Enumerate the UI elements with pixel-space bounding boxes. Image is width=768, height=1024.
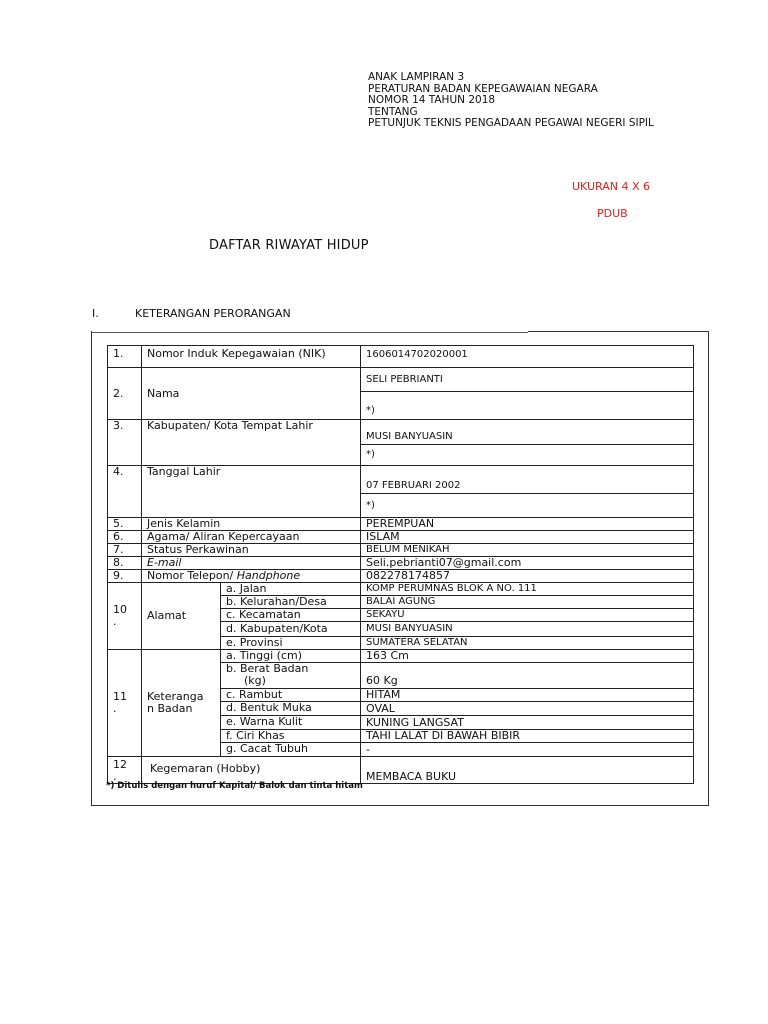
sub-label: b. Kelurahan/Desa — [221, 596, 361, 609]
sub-label: f. Ciri Khas — [221, 730, 361, 743]
row-number — [108, 650, 142, 757]
table-row — [108, 368, 694, 392]
row-number-dot: . — [113, 770, 117, 783]
row-number: 2. — [108, 368, 142, 420]
sub-label: g. Cacat Tubuh — [221, 743, 361, 757]
sub-value: TAHI LALAT DI BAWAH BIBIR — [361, 730, 694, 743]
row-label: Status Perkawinan — [142, 544, 361, 557]
table-row — [108, 650, 694, 663]
sub-value: BALAI AGUNG — [361, 596, 694, 609]
sub-label — [221, 663, 361, 689]
row-value: BELUM MENIKAH — [361, 544, 694, 557]
footnote: *) Ditulis dengan huruf Kapital/ Balok dan tinta hitam — [106, 781, 363, 791]
row-value: MEMBACA BUKU — [361, 757, 694, 784]
row-number: 3. — [108, 420, 142, 466]
sub-value: HITAM — [361, 689, 694, 702]
row-number: 5. — [108, 518, 142, 531]
table-row — [108, 757, 694, 784]
sub-label: e. Warna Kulit — [221, 716, 361, 730]
header-line-3: NOMOR 14 TAHUN 2018 — [368, 94, 496, 106]
sub-value: 60 Kg — [361, 663, 694, 689]
row-note: *) — [361, 494, 694, 518]
row-value: SELI PEBRIANTI — [361, 368, 694, 392]
sub-label: c. Rambut — [221, 689, 361, 702]
header-line-1: ANAK LAMPIRAN 3 — [368, 71, 465, 83]
row-note: *) — [361, 392, 694, 420]
sub-value: KUNING LANGSAT — [361, 716, 694, 730]
sub-label-line-1: b. Berat Badan — [226, 662, 309, 675]
row-label — [142, 650, 221, 757]
sub-label: a. Jalan — [221, 583, 361, 596]
row-label: Agama/ Aliran Kepercayaan — [142, 531, 361, 544]
table-row — [108, 531, 694, 544]
row-label: Kegemaran (Hobby) — [142, 757, 361, 784]
row-number: 1. — [108, 346, 142, 368]
row-value: Seli.pebrianti07@gmail.com — [361, 557, 694, 570]
row-label-text: Nomor Telepon/ — [147, 569, 237, 582]
row-number: 6. — [108, 531, 142, 544]
sub-label: d. Kabupaten/Kota — [221, 622, 361, 637]
row-value: ISLAM — [361, 531, 694, 544]
row-label: E-mail — [142, 557, 361, 570]
row-label-line-1: Keteranga — [147, 690, 204, 703]
table-row — [108, 544, 694, 557]
row-number-dot: . — [113, 702, 117, 715]
table-frame-top — [528, 331, 708, 332]
table-row — [108, 466, 694, 494]
row-label: Jenis Kelamin — [142, 518, 361, 531]
personal-info-table — [107, 345, 694, 784]
row-label-italic: Handphone — [236, 569, 301, 582]
row-number-main: 10 — [113, 603, 127, 616]
row-number-main: 11 — [113, 690, 127, 703]
row-number — [108, 757, 142, 784]
row-value: 07 FEBRUARI 2002 — [361, 466, 694, 494]
sub-value: OVAL — [361, 702, 694, 716]
sub-value: SUMATERA SELATAN — [361, 637, 694, 650]
photo-code: PDUB — [597, 207, 628, 220]
header-line-4: TENTANG — [368, 105, 418, 118]
row-label — [142, 570, 361, 583]
table-row — [108, 570, 694, 583]
row-number: 8. — [108, 557, 142, 570]
header-block — [368, 72, 654, 130]
row-value: 1606014702020001 — [361, 346, 694, 368]
table-row — [108, 518, 694, 531]
row-number-dot: . — [113, 615, 117, 628]
table-row — [108, 346, 694, 368]
sub-label: e. Provinsi — [221, 637, 361, 650]
sub-label: c. Kecamatan — [221, 609, 361, 622]
table-row — [108, 420, 694, 445]
page-title: DAFTAR RIWAYAT HIDUP — [209, 238, 369, 253]
row-value: PEREMPUAN — [361, 518, 694, 531]
sub-label-line-2: (kg) — [244, 674, 266, 687]
section-title: KETERANGAN PERORANGAN — [135, 307, 291, 320]
row-label: Nomor Induk Kepegawaian (NIK) — [142, 346, 361, 368]
row-label: Alamat — [142, 583, 221, 650]
row-number: 4. — [108, 466, 142, 518]
sub-value: 163 Cm — [361, 650, 694, 663]
row-label: Nama — [142, 368, 361, 420]
row-note: *) — [361, 445, 694, 466]
section-number: I. — [92, 307, 99, 320]
sub-value: MUSI BANYUASIN — [361, 622, 694, 637]
row-label-line-2: n Badan — [147, 702, 193, 715]
row-value: MUSI BANYUASIN — [361, 420, 694, 445]
table-row — [108, 557, 694, 570]
sub-label: d. Bentuk Muka — [221, 702, 361, 716]
sub-value: KOMP PERUMNAS BLOK A NO. 111 — [361, 583, 694, 596]
row-number-main: 12 — [113, 758, 127, 771]
photo-size-note: UKURAN 4 X 6 — [572, 180, 650, 193]
header-line-2: PERATURAN BADAN KEPEGAWAIAN NEGARA — [368, 82, 598, 95]
row-value: 082278174857 — [361, 570, 694, 583]
row-number: 7. — [108, 544, 142, 557]
sub-value: - — [361, 743, 694, 757]
row-label: Tanggal Lahir — [142, 466, 361, 518]
header-line-5: PETUNJUK TEKNIS PENGADAAN PEGAWAI NEGERI SIPIL — [368, 117, 654, 129]
row-number: 9. — [108, 570, 142, 583]
sub-value: SEKAYU — [361, 609, 694, 622]
table-row — [108, 583, 694, 596]
sub-label: a. Tinggi (cm) — [221, 650, 361, 663]
row-label: Kabupaten/ Kota Tempat Lahir — [142, 420, 361, 466]
row-number — [108, 583, 142, 650]
